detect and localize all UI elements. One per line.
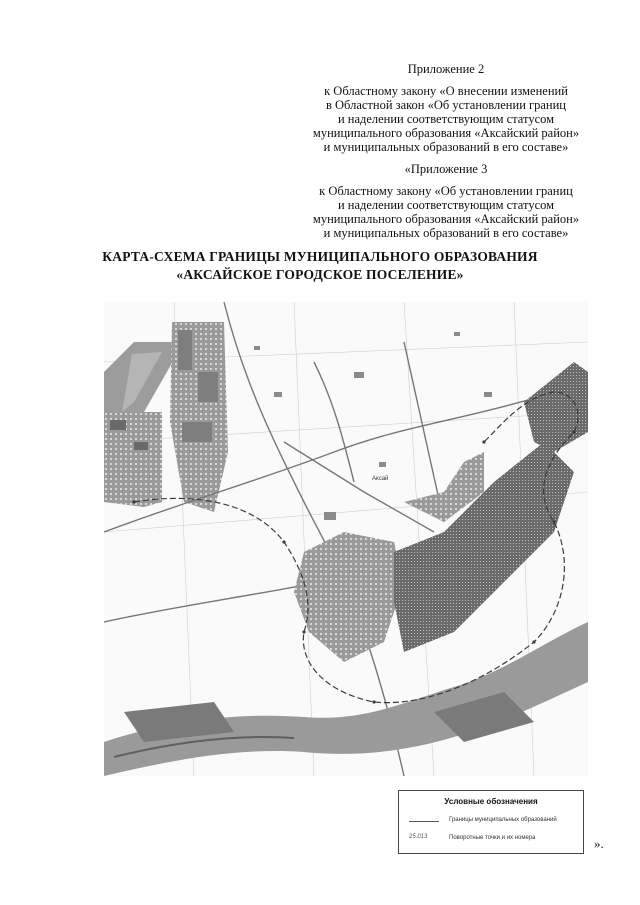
settlement-central-grid [170,322,228,512]
settlement-grid-block [104,412,162,507]
appendix-3-heading-text: «Приложение 3 [404,162,488,176]
legend-item-boundary [399,815,583,827]
appendix-2-line: к Областному закону «О внесении изменений [324,84,568,98]
legend-item-points [399,833,583,845]
appendix-2-heading-text: Приложение 2 [407,62,485,76]
appendix-2-line: и наделении соответствующим статусом [337,112,555,126]
appendix-3-line: и наделении соответствующим статусом [337,198,555,212]
appendix-2-heading [300,62,592,76]
appendix-3-line: муниципального образования «Аксайский район» [312,212,580,226]
boundary-map [104,302,588,776]
legend-point-label: 25.013 [409,834,428,840]
appendix-2-line: и муниципальных образований в его составе» [323,140,569,154]
closing-quote: ». [594,836,604,851]
map-legend [398,790,584,854]
map-place-label: Аксай [372,476,389,482]
legend-line-symbol [407,815,443,827]
appendix-2-line: муниципального образования «Аксайский район» [312,126,580,140]
legend-title: Условные обозначения [444,797,538,806]
appendix-3-line: и муниципальных образований в его составе» [323,226,569,240]
map-title-line-2: «АКСАЙСКОЕ ГОРОДСКОЕ ПОСЕЛЕНИЕ» [176,267,464,282]
appendix-3-text [300,184,592,240]
appendix-3-heading [300,162,592,176]
town-aksai [294,362,588,662]
legend-label: Поворотные точки и их номера [449,835,536,841]
map-title-line-1: КАРТА-СХЕМА ГРАНИЦЫ МУНИЦИПАЛЬНОГО ОБРАЗОВАНИЯ [102,249,538,264]
legend-point-symbol [407,833,443,845]
appendix-3-line: к Областному закону «Об установлении границ [319,184,573,198]
appendix-2-line: в Областной закон «Об установлении границ [325,98,566,112]
appendix-2-text [300,84,592,154]
map-drawing [104,302,588,776]
legend-label: Границы муниципальных образований [449,817,557,823]
